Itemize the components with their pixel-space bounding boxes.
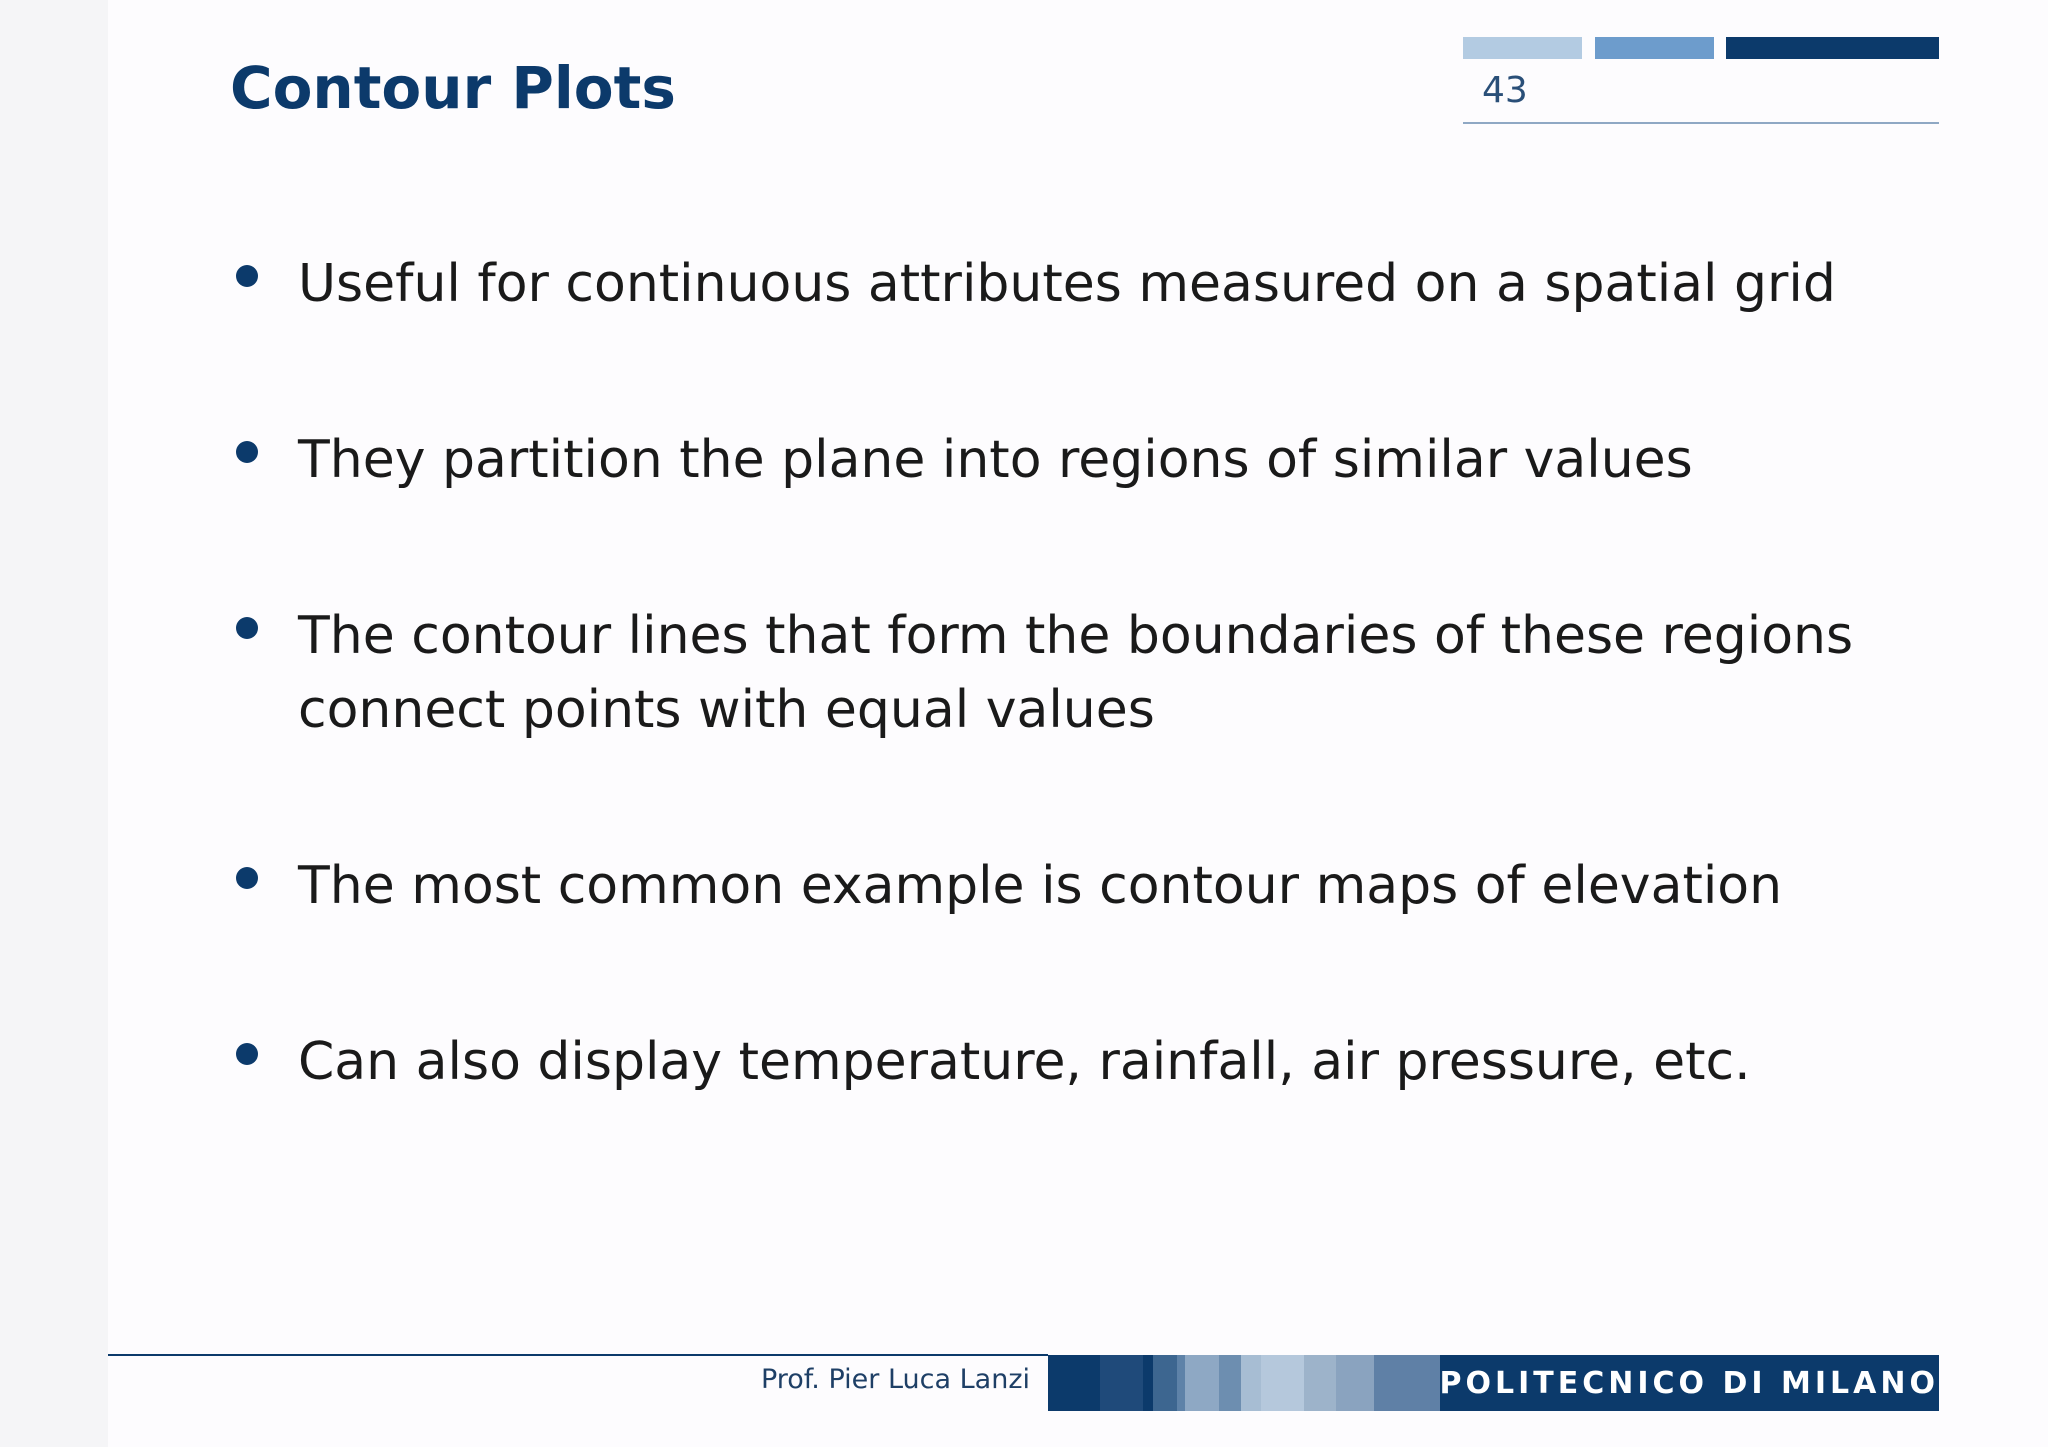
bullet-line: They partition the plane into regions of similar values	[298, 430, 1693, 490]
bullet-text	[298, 423, 1798, 497]
footer-band-segment	[1336, 1355, 1374, 1411]
footer-rule	[108, 1354, 1048, 1356]
bullet-text	[298, 1025, 1798, 1099]
bullet-line: connect points with equal values	[298, 680, 1155, 740]
bullet-line: Useful for continuous attributes measured on a spatial grid	[298, 254, 1836, 314]
footer-band-segment	[1304, 1355, 1336, 1411]
institution-name: POLITECNICO DI MILANO	[1439, 1365, 1939, 1401]
page-number: 43	[1482, 70, 1528, 111]
slide-title: Contour Plots	[230, 54, 676, 122]
bullet-line: Can also display temperature, rainfall, air pressure, etc.	[298, 1032, 1751, 1092]
bullet-line: The most common example is contour maps of elevation	[298, 856, 1783, 916]
bullet-line: The contour lines that form the boundaries of these regions	[298, 606, 1854, 666]
bullet-text	[298, 599, 1854, 747]
footer-band-segment	[1185, 1355, 1219, 1411]
bullet-dot	[236, 265, 258, 287]
footer-band-segment	[1261, 1355, 1305, 1411]
footer-author: Prof. Pier Luca Lanzi	[760, 1364, 1030, 1395]
footer-band-segment	[1219, 1355, 1241, 1411]
bullet-dot	[236, 867, 258, 889]
footer-band	[1048, 1355, 1939, 1411]
footer-band-segment	[1374, 1355, 1440, 1411]
footer-band-segment	[1241, 1355, 1261, 1411]
bullet-dot	[236, 441, 258, 463]
footer-band-segment	[1100, 1355, 1144, 1411]
bullet-text	[298, 849, 1798, 923]
footer-band-segment	[1143, 1355, 1153, 1411]
institution-logo	[1440, 1355, 1939, 1411]
footer-band-segment	[1153, 1355, 1177, 1411]
footer-band-segment	[1048, 1355, 1100, 1411]
bullet-dot	[236, 1043, 258, 1065]
bullet-dot	[236, 617, 258, 639]
bullet-text	[298, 247, 1836, 321]
footer-band-segment	[1177, 1355, 1185, 1411]
